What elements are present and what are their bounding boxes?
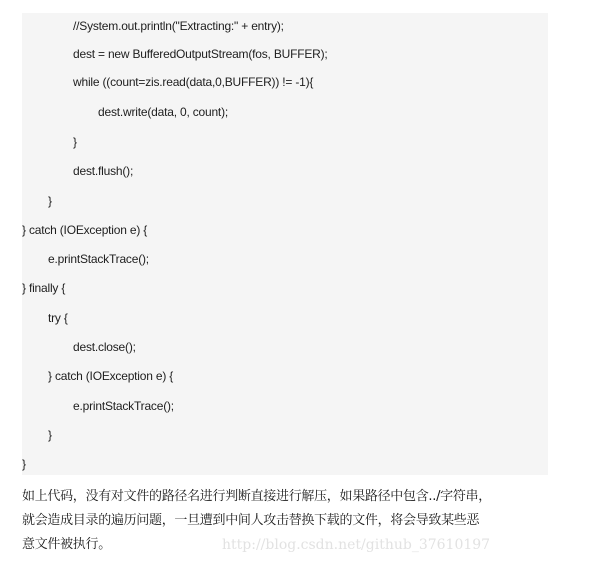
code-line: //System.out.println("Extracting:" + entry); — [73, 19, 284, 33]
code-line: } catch (IOException e) { — [48, 369, 174, 383]
code-line: e.printStackTrace(); — [48, 252, 149, 266]
code-line: while ((count=zis.read(data,0,BUFFER)) != -1){ — [73, 75, 314, 89]
code-line: } — [22, 457, 26, 471]
code-line: } finally { — [22, 281, 66, 295]
paragraph-line: 如上代码，没有对文件的路径名进行判断直接进行解压，如果路径中包含../字符串， — [22, 489, 491, 504]
code-line: dest.write(data, 0, count); — [98, 105, 228, 119]
code-line: } — [48, 194, 52, 208]
code-block — [22, 13, 548, 475]
watermark-text: http://blog.csdn.net/github_37610197 — [222, 537, 491, 553]
paragraph-line: 意文件被执行。 — [22, 537, 111, 552]
code-line: e.printStackTrace(); — [73, 399, 174, 413]
paragraph-line: 就会造成目录的遍历问题，一旦遭到中间人攻击替换下载的文件，将会导致某些恶 — [22, 513, 480, 528]
code-line: } catch (IOException e) { — [22, 223, 148, 237]
code-line: } — [48, 428, 52, 442]
code-line: } — [73, 135, 77, 149]
code-line: try { — [48, 311, 68, 325]
code-line: dest = new BufferedOutputStream(fos, BUFFER); — [73, 47, 328, 61]
code-line: dest.close(); — [73, 340, 136, 354]
code-line: dest.flush(); — [73, 164, 134, 178]
